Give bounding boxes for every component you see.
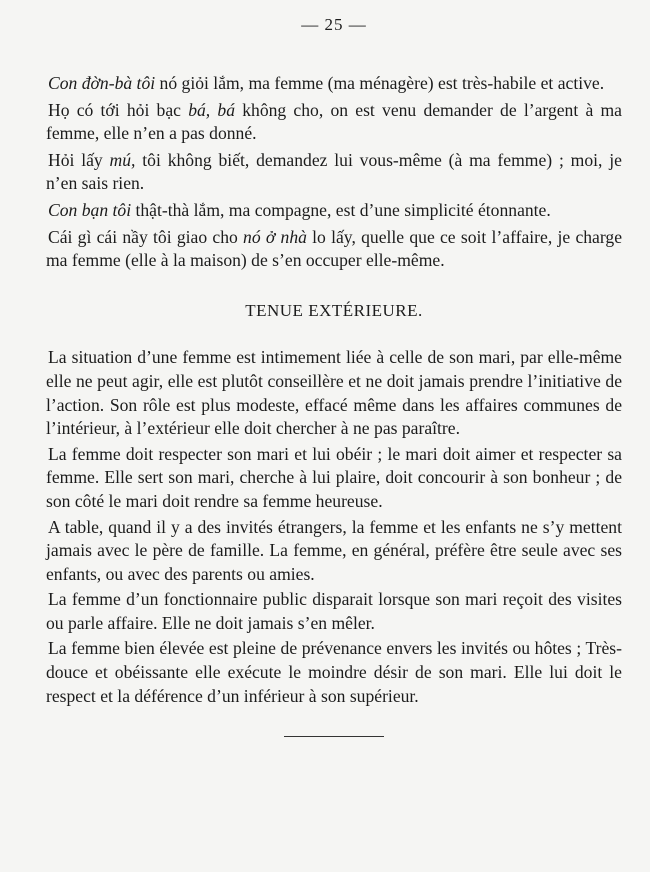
body-paragraph: La femme doit respecter son mari et lui obéir ; le mari doit aimer et respecter sa femme. Elle sert son mari, cherche à lui plaire, doit concourir à son bonheur ; de son côté le mari doit rendre sa femme heureuse. <box>46 443 622 511</box>
vietnamese-phrase: lo lấy, <box>306 226 356 247</box>
body-paragraph: La femme d’un fonctionnaire public disparait lorsque son mari reçoit des visites ou parle affaire. Elle ne doit jamais s’en mêler. <box>46 589 622 633</box>
phrase-entry <box>46 199 622 223</box>
vietnamese-phrase-emphasis: nó ở nhà <box>237 226 307 247</box>
vietnamese-phrase-lead: Họ có tới hỏi bạc <box>48 99 181 120</box>
body-paragraph: A table, quand il y a des invités étrangers, la femme et les enfants ne s’y mettent jamais avec le père de famille. La femme, en général, préfère être seule avec ses enfants, ou avec des parents ou amies. <box>46 516 622 584</box>
body-paragraph: La femme bien élevée est pleine de prévenance envers les invités ou hôtes ; Très-douce et obéissante elle exécute le moindre désir de son mari. Elle lui doit le respect et la déférence d’un inférieur à son supérieur. <box>46 638 622 706</box>
page-number: — 25 — <box>301 15 367 34</box>
phrase-entry <box>46 149 622 196</box>
vietnamese-phrase: không cho, <box>235 99 324 120</box>
vietnamese-phrase-emphasis: bá, bá <box>180 99 235 120</box>
vietnamese-phrase: tôi không biết, <box>135 149 250 170</box>
french-translation: demandez lui vous-même (à ma femme) ; moi, je n’en sais rien. <box>46 149 622 194</box>
vietnamese-phrase: nó giỏi lắm, <box>155 73 245 93</box>
phrase-list <box>46 72 622 273</box>
vietnamese-phrase-lead: Hỏi lấy <box>48 149 103 170</box>
end-rule-divider <box>284 736 384 737</box>
phrase-entry <box>46 99 622 146</box>
section-body <box>46 346 622 708</box>
french-translation: ma compagne, est d’une simplicité étonnante. <box>224 199 551 220</box>
vietnamese-phrase: thật-thà lắm, <box>131 199 225 220</box>
phrase-entry <box>46 226 622 273</box>
phrase-entry <box>46 72 622 96</box>
vietnamese-phrase-emphasis: mú, <box>102 149 136 170</box>
vietnamese-phrase-lead: Con bạn tôi <box>48 199 132 220</box>
vietnamese-phrase-lead: Cái gì cái nầy tôi giao cho <box>48 226 238 247</box>
vietnamese-phrase-lead: Con đờn-bà tôi <box>48 73 156 93</box>
french-translation: ma femme (ma ménagère) est très-habile et active. <box>244 73 605 93</box>
french-translation: on est venu demander de l’argent à ma femme, elle n’en a pas donné. <box>46 99 622 144</box>
section-title: TENUE EXTÉRIEURE. <box>245 300 423 320</box>
french-translation: quelle que ce soit l’affaire, je charge ma femme (elle à la maison) de s’en occuper elle-même. <box>46 226 623 271</box>
body-paragraph: La situation d’une femme est intimement liée à celle de son mari, par elle-même elle ne peut agir, elle est plutôt conseillère et ne doit jamais prendre l’initiative de l’action. Son rôle est plus modeste, effacé même dans les affaires communes de l’intérieur, à l’extérieur elle doit chercher à ne pas paraître. <box>46 347 622 439</box>
